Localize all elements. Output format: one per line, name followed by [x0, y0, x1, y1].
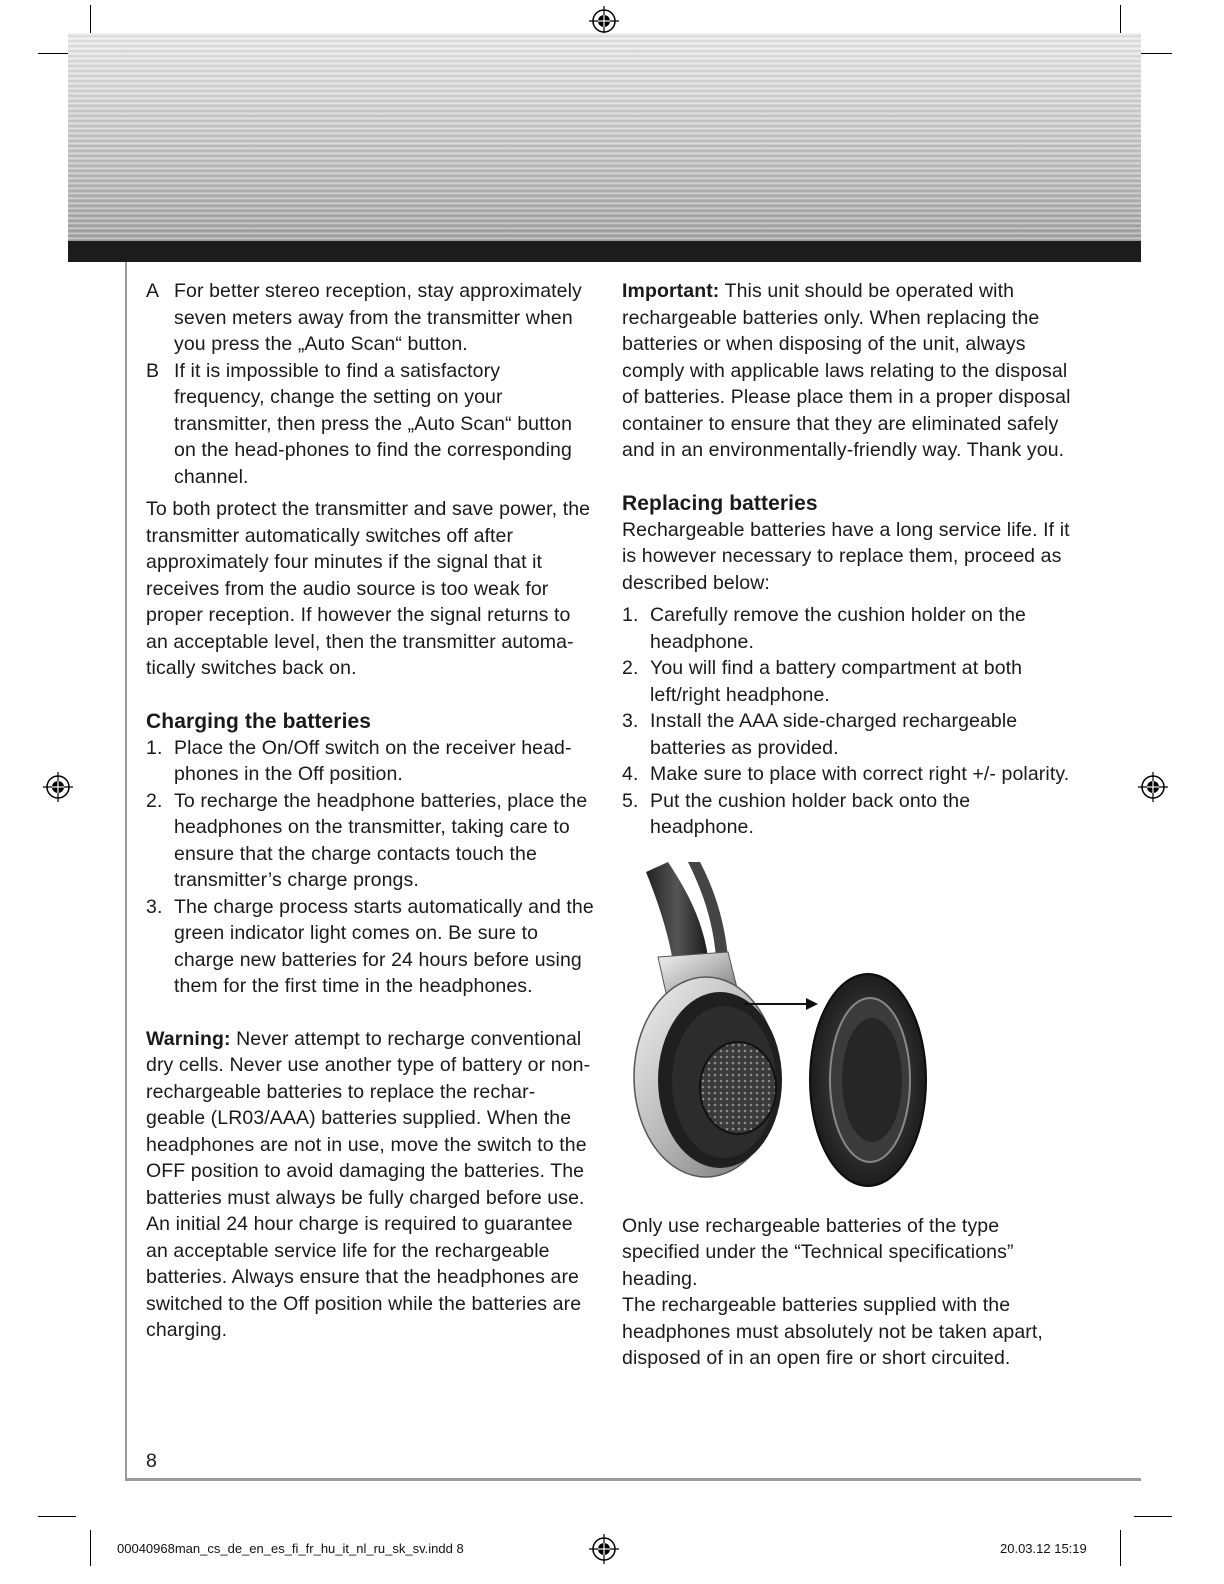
list-item [146, 894, 594, 1000]
only-use-paragraph: Only use rechargeable batteries of the type specified under the “Technical specifications” heading. [622, 1214, 1014, 1290]
right-column [622, 278, 1072, 1372]
list-text: Install the AAA side-charged rechargeable batteries as provided. [650, 710, 1018, 759]
list-item [146, 735, 594, 788]
slug-filename: 00040968man_cs_de_en_es_fi_fr_hu_it_nl_ru_sk_sv.indd 8 [117, 1541, 464, 1556]
page-frame-bottom [125, 1478, 1141, 1481]
list-text: Carefully remove the cushion holder on the headphone. [650, 604, 1026, 653]
list-text: Put the cushion holder back onto the headphone. [650, 789, 971, 838]
crop-mark [90, 1530, 91, 1566]
list-text: For better stereo reception, stay approximately seven meters away from the transmitter when you press the „Auto Scan“ button. [174, 280, 582, 355]
crop-mark [1120, 1530, 1121, 1566]
slug-datetime: 20.03.12 15:19 [1000, 1541, 1087, 1556]
list-label: A [146, 280, 160, 302]
list-item [622, 788, 1072, 841]
list-text: The charge process starts automatically and the green indicator light comes on. Be sure to charge new batteries for 24 hours before using them for the first time in the headphones. [174, 895, 594, 997]
replacing-intro: Rechargeable batteries have a long service life. If it is however necessary to replace them, proceed as described below: [622, 518, 1070, 594]
important-label: Important: [622, 280, 720, 302]
left-column [146, 278, 594, 1344]
list-label: 1. [146, 736, 163, 759]
list-text: If it is impossible to find a satisfactory frequency, change the setting on your transmitter, then press the „Auto Scan“ button on the head-phones to find the corresponding channel. [174, 359, 573, 488]
crop-mark [38, 1516, 76, 1517]
page-frame-left [125, 262, 127, 1480]
supplied-paragraph: The rechargeable batteries supplied with the headphones must absolutely not be taken apart, disposed of in an open fire or short circuited. [622, 1294, 1043, 1369]
list-label: 3. [622, 710, 639, 732]
page-number: 8 [146, 1450, 157, 1472]
list-text: Place the On/Off switch on the receiver head-phones in the Off position. [174, 736, 572, 785]
registration-mark-icon [1138, 772, 1168, 802]
header-banner [68, 33, 1141, 241]
registration-mark-icon [589, 1534, 619, 1564]
important-text: This unit should be operated with rechargeable batteries only. When replacing the batteries or when disposing of the unit, always comply with applicable laws relating to the disposal of batteries. Please place them in a proper disposal container to ensure that they are eliminated safely and in an environmentally-friendly way. Thank you. [622, 280, 1071, 461]
list-label: 5. [622, 789, 639, 812]
list-label: 2. [146, 789, 163, 812]
list-label: B [146, 359, 160, 382]
warning-paragraph [146, 1026, 594, 1344]
list-item [146, 278, 594, 358]
important-paragraph [622, 278, 1072, 464]
list-label: 2. [622, 657, 639, 679]
list-text: To recharge the headphone batteries, place the headphones on the transmitter, taking care to ensure that the charge contacts touch the transmitter’s charge prongs. [174, 789, 588, 891]
registration-mark-icon [43, 772, 73, 802]
list-label: 4. [622, 763, 639, 785]
list-item [146, 788, 594, 894]
power-paragraph: To both protect the transmitter and save power, the transmitter automatically switches off after approximately four minutes if the signal that it receives from the audio source is too weak for proper reception. If however the signal returns to an acceptable level, then the transmitter automa-tically switches back on. [146, 498, 591, 679]
list-item [622, 602, 1072, 655]
list-text: You will find a battery compartment at both left/right headphone. [650, 657, 1023, 706]
header-bar [68, 241, 1141, 262]
replacing-heading: Replacing batteries [622, 491, 818, 515]
warning-label: Warning: [146, 1027, 231, 1050]
list-text: Make sure to place with correct right +/- polarity. [650, 763, 1070, 785]
warning-text: Never attempt to recharge conventional dry cells. Never use another type of battery or non-rechargeable batteries to replace the rechar-geable (LR03/AAA) batteries supplied. When the headphones are not in use, move the switch to the OFF position to avoid damaging the batteries. The batteries must always be fully charged before use. An initial 24 hour charge is required to guarantee an acceptable service life for the rechargeable batteries. Always ensure that the headphones are switched to the Off position while the batteries are charging. [146, 1027, 591, 1341]
list-item [146, 358, 594, 491]
headphone-cushion-illustration [628, 862, 928, 1202]
list-item [622, 708, 1072, 761]
list-label: 1. [622, 604, 639, 626]
list-item [622, 655, 1072, 708]
crop-mark [1134, 1516, 1172, 1517]
registration-mark-icon [589, 6, 619, 36]
list-label: 3. [146, 895, 163, 918]
list-item [622, 761, 1072, 788]
charging-heading: Charging the batteries [146, 709, 372, 733]
